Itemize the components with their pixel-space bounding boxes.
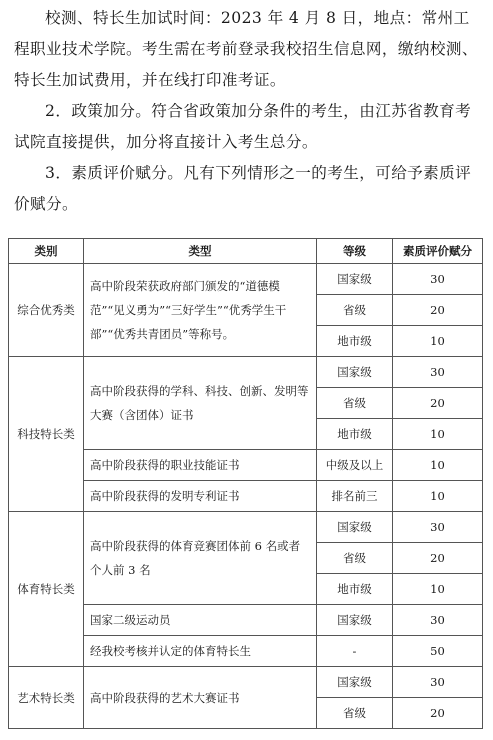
header-grade: 等级 — [317, 239, 393, 264]
score-cell: 50 — [393, 636, 483, 667]
score-cell: 20 — [393, 698, 483, 729]
type-cell: 经我校考核并认定的体育特长生 — [84, 636, 317, 667]
grade-cell: 中级及以上 — [317, 450, 393, 481]
grade-cell: 地市级 — [317, 574, 393, 605]
type-cell: 高中阶段获得的艺术大赛证书 — [84, 667, 317, 729]
grade-cell: 地市级 — [317, 419, 393, 450]
table-row — [9, 357, 483, 388]
table-row — [9, 512, 483, 543]
table-header-row — [9, 239, 483, 264]
grade-cell: - — [317, 636, 393, 667]
score-cell: 30 — [393, 264, 483, 295]
header-type: 类型 — [84, 239, 317, 264]
score-cell: 20 — [393, 543, 483, 574]
exam-time-paragraph: 校测、特长生加试时间：2023 年 4 月 8 日，地点：常州工程职业技术学院。考生需在考前登录我校招生信息网，缴纳校测、特长生加试费用，并在线打印准考证。 — [14, 9, 478, 89]
score-cell: 10 — [393, 419, 483, 450]
table-body — [9, 264, 483, 729]
grade-cell: 国家级 — [317, 667, 393, 698]
score-cell: 20 — [393, 295, 483, 326]
category-cell: 体育特长类 — [9, 512, 84, 667]
grade-cell: 国家级 — [317, 264, 393, 295]
score-cell: 30 — [393, 667, 483, 698]
grade-cell: 省级 — [317, 543, 393, 574]
type-cell: 高中阶段获得的学科、科技、创新、发明等大赛（含团体）证书 — [84, 357, 317, 450]
grade-cell: 国家级 — [317, 512, 393, 543]
grade-cell: 国家级 — [317, 605, 393, 636]
category-cell: 科技特长类 — [9, 357, 84, 512]
grade-cell: 省级 — [317, 295, 393, 326]
type-cell: 国家二级运动员 — [84, 605, 317, 636]
score-cell: 10 — [393, 450, 483, 481]
header-score: 素质评价赋分 — [393, 239, 483, 264]
category-cell: 艺术特长类 — [9, 667, 84, 729]
policy-bonus-paragraph: 2．政策加分。符合省政策加分条件的考生，由江苏省教育考试院直接提供，加分将直接计入考生总分。 — [14, 102, 472, 151]
score-table — [8, 238, 483, 729]
table-row — [9, 667, 483, 698]
type-cell: 高中阶段获得的体育竞赛团体前 6 名或者个人前 3 名 — [84, 512, 317, 605]
intro-text — [14, 3, 484, 220]
score-cell: 30 — [393, 512, 483, 543]
header-category: 类别 — [9, 239, 84, 264]
type-cell: 高中阶段荣获政府部门颁发的“道德模范”“见义勇为”“三好学生”“优秀学生干部”“优秀共青团员”等称号。 — [84, 264, 317, 357]
score-cell: 10 — [393, 574, 483, 605]
grade-cell: 地市级 — [317, 326, 393, 357]
score-cell: 10 — [393, 481, 483, 512]
grade-cell: 省级 — [317, 388, 393, 419]
category-cell: 综合优秀类 — [9, 264, 84, 357]
grade-cell: 排名前三 — [317, 481, 393, 512]
score-cell: 10 — [393, 326, 483, 357]
type-cell: 高中阶段获得的职业技能证书 — [84, 450, 317, 481]
grade-cell: 省级 — [317, 698, 393, 729]
type-cell: 高中阶段获得的发明专利证书 — [84, 481, 317, 512]
grade-cell: 国家级 — [317, 357, 393, 388]
score-cell: 30 — [393, 357, 483, 388]
quality-eval-paragraph: 3．素质评价赋分。凡有下列情形之一的考生，可给予素质评价赋分。 — [14, 164, 472, 213]
table-row — [9, 264, 483, 295]
score-cell: 20 — [393, 388, 483, 419]
score-cell: 30 — [393, 605, 483, 636]
